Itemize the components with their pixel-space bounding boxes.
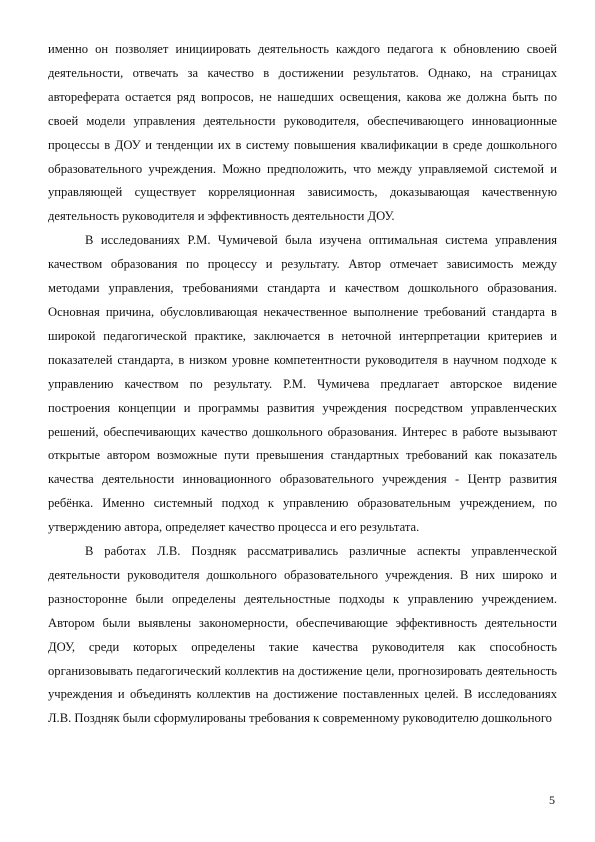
paragraph-pozdnyak: В работах Л.В. Поздняк рассматривались различные аспекты управленческой деятельности руководителя дошкольного образовательного учреждения. В них широко и разносторонне были определены деятельностные подходы к управлению учреждением. Автором были выявлены закономерности, обеспечивающие эффективность деятельности ДОУ, среди которых определены такие качества руководителя как способность организовывать педагогический коллектив на достижение цели, прогнозировать деятельность учреждения и объединять коллектив на достижение поставленных целей. В исследованиях Л.В. Поздняк были сформулированы требования к современному руководителю дошкольного xyxy=(48,544,557,726)
document-body xyxy=(48,38,557,731)
page-number: 5 xyxy=(549,793,555,807)
paragraph-chumicheva: В исследованиях Р.М. Чумичевой была изучена оптимальная система управления качеством образования по процессу и результату. Автор отмечает зависимость между методами управления, требованиями стандарта и качеством дошкольного образования. Основная причина, обусловливающая некачественное выполнение требований стандарта в широкой педагогической практике, заключается в неточной интерпретации критериев и показателей стандарта, в низком уровне компетентности руководителя в научном подходе к управлению качеством по результату. Р.М. Чумичева предлагает авторское видение построения концепции и программы развития учреждения посредством управленческих решений, обеспечивающих качество дошкольного образования. Интерес в работе вызывают открытые автором возможные пути превышения стандартных требований как показатель качества деятельности инновационного образовательного учреждения - Центр развития ребёнка. Именно системный подход к управлению образовательным учреждением, по утверждению автора, определяет качество процесса и его результата. xyxy=(48,233,557,535)
paragraph-continuation: именно он позволяет инициировать деятельность каждого педагога к обновлению своей деятельности, отвечать за качество в достижении результатов. Однако, на страницах автореферата остается ряд вопросов, не нашедших освещения, какова же должна быть по своей модели управления деятельности руководителя, обеспечивающего инновационные процессы в ДОУ и тенденции их в систему повышения квалификации в среде дошкольного образовательного учреждения. Можно предположить, что между управляемой системой и управляющей существует корреляционная зависимость, доказывающая качественную деятельность руководителя и эффективность деятельности ДОУ. xyxy=(48,42,557,224)
